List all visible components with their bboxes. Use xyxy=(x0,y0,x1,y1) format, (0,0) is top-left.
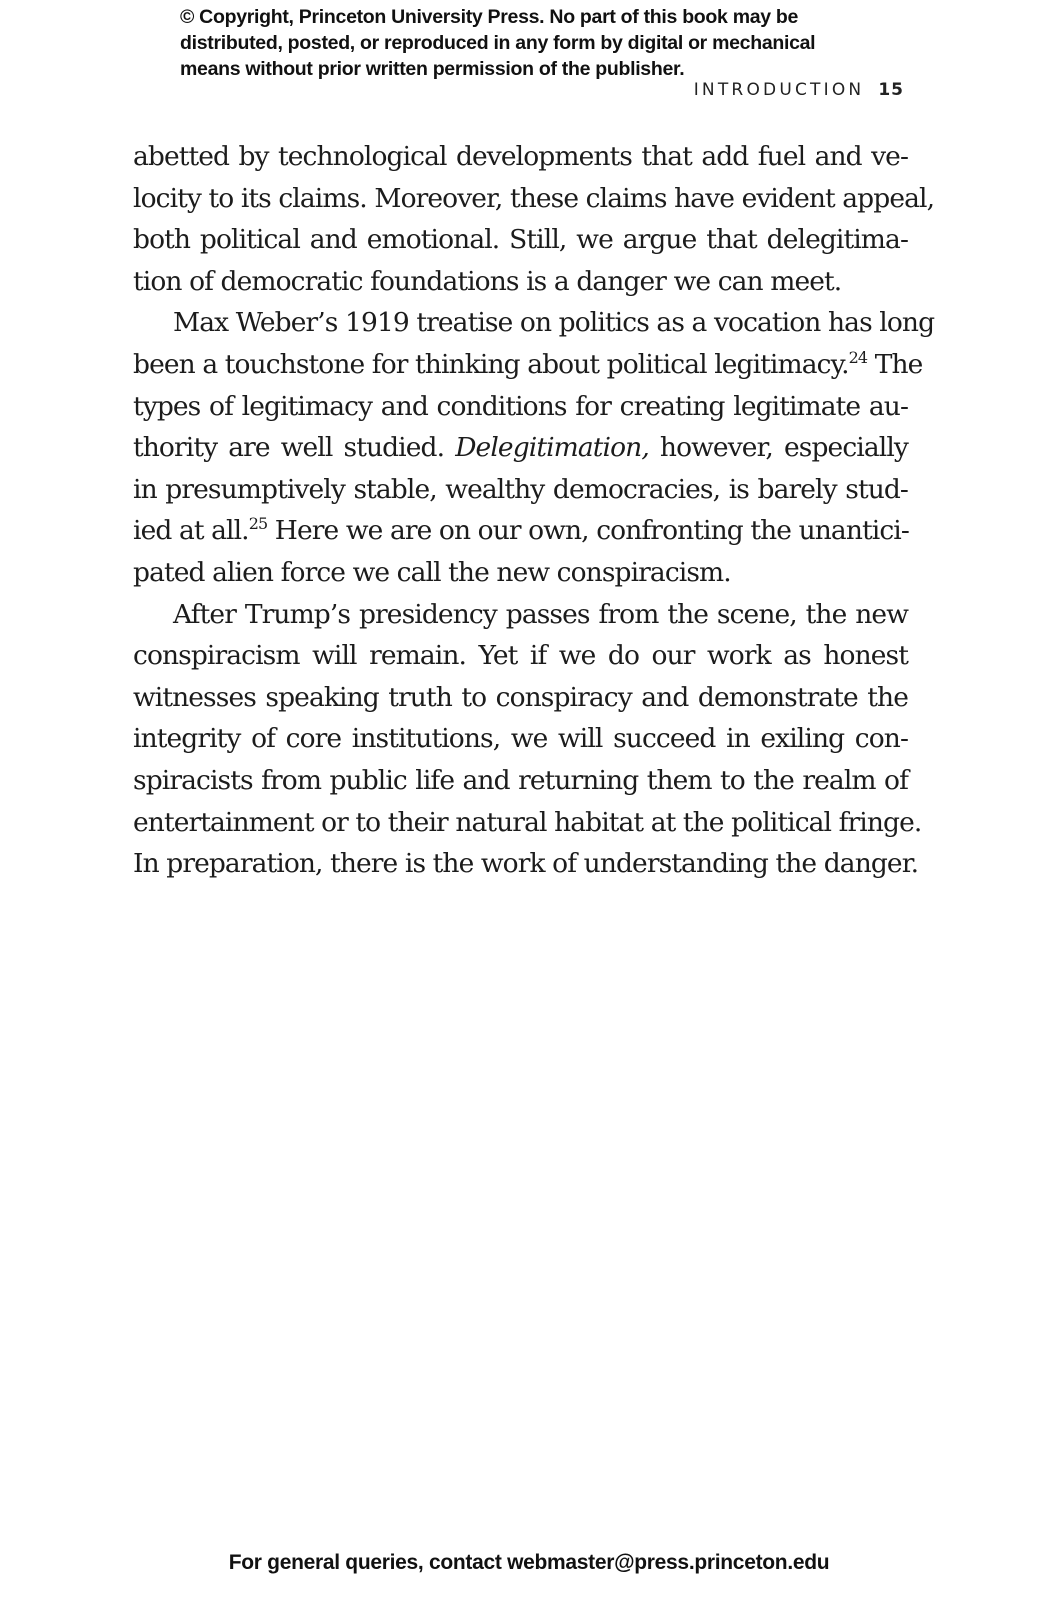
text-line: in presumptively stable, wealthy democracies, is barely stud- xyxy=(133,473,908,505)
text-span: Here we are on our own, confronting the unantici- xyxy=(267,515,909,547)
paragraph xyxy=(133,302,935,593)
text-line: tion of democratic foundations is a danger we can meet. xyxy=(133,265,842,297)
text-line: abetted by technological developments that add fuel and ve- xyxy=(133,141,908,172)
text-line: conspiracism will remain. Yet if we do our work as honest xyxy=(133,640,908,672)
page-number: 15 xyxy=(878,80,904,100)
footnote-ref: 24 xyxy=(848,347,868,367)
text-line: entertainment or to their natural habitat at the political fringe. xyxy=(133,806,922,838)
text-line xyxy=(133,427,908,469)
copyright-line: means without prior written permission of the publisher. xyxy=(180,58,685,80)
running-head xyxy=(694,80,904,100)
text-span: been a touchstone for thinking about political legitimacy. xyxy=(133,348,849,380)
text-line xyxy=(133,510,908,552)
section-title: INTRODUCTION xyxy=(693,80,865,100)
text-line: types of legitimacy and conditions for creating legitimate au- xyxy=(133,390,908,422)
copyright-line: distributed, posted, or reproduced in any form by digital or mechanical xyxy=(180,32,816,54)
text-line: pated alien force we call the new conspiracism. xyxy=(133,556,731,588)
text-line xyxy=(133,344,923,386)
text-line: Max Weber’s 1919 treatise on politics as a vocation has long xyxy=(173,307,935,339)
text-line: integrity of core institutions, we will succeed in exiling con- xyxy=(133,723,908,755)
text-span: The xyxy=(867,348,923,380)
text-span: ied at all. xyxy=(133,515,249,547)
text-span: thority are well studied. xyxy=(133,432,456,464)
body-text xyxy=(133,136,935,885)
footnote-ref: 25 xyxy=(248,514,268,534)
text-span: however, especially xyxy=(648,432,908,464)
paragraph xyxy=(133,136,935,302)
copyright-line: © Copyright, Princeton University Press. No part of this book may be xyxy=(180,6,799,28)
text-line: In preparation, there is the work of understanding the danger. xyxy=(133,848,919,880)
text-line: After Trump’s presidency passes from the scene, the new xyxy=(173,598,908,630)
text-line: spiracists from public life and returning them to the realm of xyxy=(133,764,908,796)
footer-contact: For general queries, contact webmaster@press.princeton.edu xyxy=(228,1551,830,1574)
italic-term: Delegitimation, xyxy=(455,432,649,464)
copyright-notice xyxy=(180,4,940,82)
paragraph xyxy=(133,594,922,885)
text-line: both political and emotional. Still, we argue that delegitima- xyxy=(133,224,908,256)
text-line: witnesses speaking truth to conspiracy and demonstrate the xyxy=(133,681,908,713)
text-line: locity to its claims. Moreover, these claims have evident appeal, xyxy=(133,182,935,214)
